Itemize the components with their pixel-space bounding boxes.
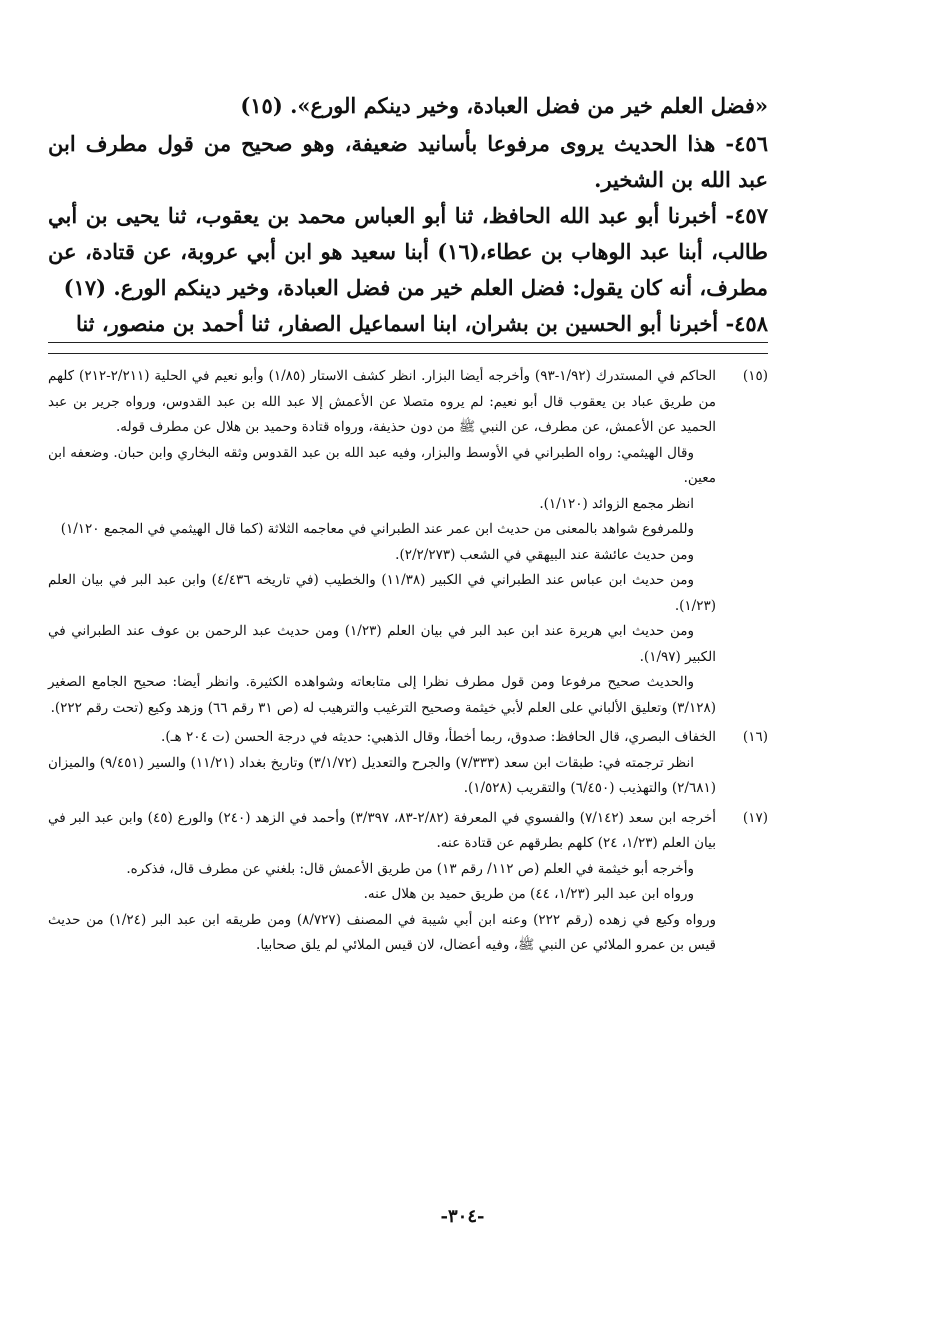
footnotes	[48, 364, 768, 959]
footnote-body	[48, 725, 716, 802]
footnote-number: (١٦)	[742, 729, 768, 745]
footnote-divider	[48, 353, 768, 354]
footnote-number: (١٧)	[742, 809, 768, 826]
footnote-paragraph: والحديث صحيح مرفوعا ومن قول مطرف نظرا إلى متابعاته وشواهده الكثيرة. وانظر أيضا: صحيح الجامع الصغير (٣/١٢٨) وتعليق الألباني على العلم لأبي خيثمة وصحيح الترغيب والترهيب له (ص ٣١ رقم ٦٦) وزهد وكيع (تحت رقم ٢٢٢).	[48, 674, 716, 716]
footnote-paragraph: الخفاف البصري، قال الحافظ: صدوق، ربما أخطأ، وقال الذهبي: حديثه في درجة الحسن (ت ٢٠٤ هـ).	[161, 729, 716, 745]
footnote-paragraph: أخرجه ابن سعد (٧/١٤٢) والفسوي في المعرفة (٢/٨٢-٨٣، ٣/٣٩٧) وأحمد في الزهد (٢٤٠) والورع (٤٥) وابن عبد البر في بيان العلم (١/٢٣، ٢٤) كلهم بطرقهم عن قتادة عنه.	[48, 809, 716, 851]
book-page	[48, 88, 768, 963]
paragraph-456: ٤٥٦- هذا الحديث يروى مرفوعا بأسانيد ضعيفة، وهو صحيح من قول مطرف ابن عبد الله بن الشخير.	[48, 131, 768, 192]
footnote-paragraph: ورواه ابن عبد البر (١/٢٣، ٤٤) من طريق حميد بن هلال عنه.	[363, 886, 694, 902]
footnote-16	[48, 725, 768, 802]
footnote-body	[48, 364, 716, 721]
footnote-paragraph: ورواه وكيع في زهده (رقم ٢٢٢) وعنه ابن أبي شيبة في المصنف (٨/٧٢٧) ومن طريقه ابن عبد البر (١/٢٤) من حديث قيس بن عمرو الملائي عن النبي ﷺ، وفيه أعضال، لان قيس الملائي لم يلق صحابيا.	[48, 911, 716, 953]
footnote-paragraph: انظر ترجمته في: طبقات ابن سعد (٧/٣٣٣) والجرح والتعديل (٣/١/٧٢) وتاريخ بغداد (١١/٢١) والسير (٩/٤٥١) والميزان (٢/٦٨١) والتهذيب (٦/٤٥٠) والتقريب (١/٥٢٨).	[48, 754, 716, 796]
footnote-paragraph: ومن حديث ابن عباس عند الطبراني في الكبير (١١/٣٨) والخطيب (في تاريخه ٤/٤٣٦) وابن عبد البر في بيان العلم (١/٢٣).	[48, 572, 716, 614]
footnote-number: (١٥)	[742, 368, 768, 384]
page-number: -٣٠٤-	[440, 1206, 485, 1227]
footnote-paragraph: وقال الهيثمي: رواه الطبراني في الأوسط والبزار، وفيه عبد الله بن عبد القدوس وثقه البخاري وابن حبان. وضعفه ابن معين.	[48, 444, 716, 486]
paragraph-457: ٤٥٧- أخبرنا أبو عبد الله الحافظ، ثنا أبو العباس محمد بن يعقوب، ثنا يحيى بن أبي طالب، أبنا عبد الوهاب بن عطاء،(١٦) أبنا سعيد هو ابن أبي عروبة، عن قتادة، عن مطرف، أنه كان يقول: فضل العلم خير من فضل العبادة، وخير دينكم الورع. (١٧)	[48, 203, 768, 300]
hadith-text: «فضل العلم خير من فضل العبادة، وخير دينكم الورع». (١٥)	[240, 93, 768, 118]
paragraph-458: ٤٥٨- أخبرنا أبو الحسين بن بشران، ابنا اسماعيل الصفار، ثنا أحمد بن منصور، ثنا	[48, 306, 768, 343]
footnote-15	[48, 364, 768, 721]
main-text	[48, 88, 768, 343]
footnote-paragraph: الحاكم في المستدرك (١/٩٢-٩٣) وأخرجه أيضا البزار. انظر كشف الاستار (١/٨٥) وأبو نعيم في الحلية (٢/٢١١-٢١٢) كلهم من طريق عباد بن يعقوب قال أبو نعيم: لم يروه متصلا عن الأعمش إلا عبد الله بن عبد القدوس، ورواه جرير بن عبد الحميد عن الأعمش، عن مطرف، عن النبي ﷺ من دون حذيفة، ورواه قتادة وحميد بن هلال عن مطرف قوله.	[48, 368, 716, 435]
footnote-paragraph: انظر مجمع الزوائد (١/١٢٠).	[539, 495, 694, 512]
footnote-paragraph: ومن حديث ابي هريرة عند ابن عبد البر في بيان العلم (١/٢٣) ومن حديث عبد الرحمن بن عوف عند الطبراني في الكبير (١/٩٧).	[48, 623, 716, 665]
footnote-body	[48, 806, 716, 959]
footnote-paragraph: وللمرفوع شواهد بالمعنى من حديث ابن عمر عند الطبراني في معاجمه الثلاثة (كما قال الهيثمي في المجمع ١/١٢٠)	[60, 521, 694, 537]
footnote-paragraph: وأخرجه أبو خيثمة في العلم (ص ١١٢/ رقم ١٣) من طريق الأعمش قال: بلغني عن مطرف قال، فذكره.	[126, 860, 694, 877]
footnote-17	[48, 806, 768, 959]
footnote-paragraph: ومن حديث عائشة عند البيهقي في الشعب (٢/٢/٢٧٣).	[395, 546, 694, 563]
